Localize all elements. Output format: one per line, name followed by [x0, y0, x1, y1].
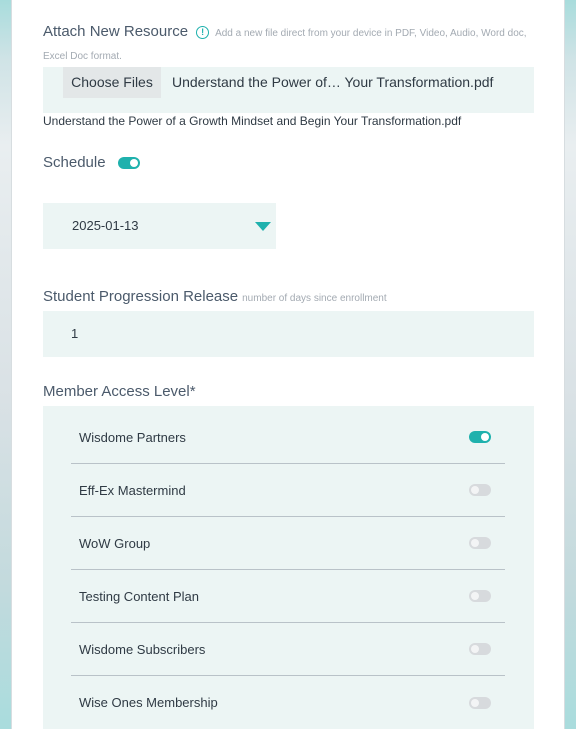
selected-file-name: Understand the Power of… Your Transformation.pdf	[172, 74, 494, 90]
access-item	[71, 623, 505, 676]
info-icon[interactable]: !	[196, 26, 209, 39]
access-item-name: Wise Ones Membership	[79, 695, 218, 710]
progression-days-value: 1	[71, 326, 79, 341]
schedule-date-select[interactable]	[43, 203, 276, 249]
access-item-name: Eff-Ex Mastermind	[79, 482, 186, 498]
file-input-field[interactable]	[43, 67, 534, 113]
progression-days-input[interactable]	[43, 311, 534, 357]
access-item	[71, 517, 505, 570]
access-item-toggle[interactable]	[469, 431, 491, 443]
progression-label: Student Progression Release	[43, 288, 239, 305]
schedule-label: Schedule	[43, 154, 106, 171]
member-access-list-box	[43, 406, 534, 729]
access-item	[71, 570, 505, 623]
access-item-toggle[interactable]	[469, 697, 491, 709]
attach-resource-header	[43, 21, 534, 67]
access-item	[71, 676, 505, 729]
access-item-name: Testing Content Plan	[79, 588, 199, 604]
background-right	[564, 0, 576, 729]
schedule-toggle[interactable]	[118, 157, 140, 169]
access-item-toggle[interactable]	[469, 643, 491, 655]
access-item-name: WoW Group	[79, 535, 151, 551]
resource-form-panel	[11, 0, 565, 729]
access-item	[71, 464, 505, 517]
progression-hint: number of days since enrollment	[242, 293, 387, 304]
schedule-date-value: 2025-01-13	[72, 218, 139, 233]
attach-resource-title: Attach New Resource	[43, 23, 189, 40]
attach-resource-hint: Add a new file direct from your device in PDF, Video, Audio, Word doc, Excel Doc format.	[43, 28, 527, 62]
member-access-list	[71, 411, 505, 729]
selected-file-full-name: Understand the Power of a Growth Mindset and Begin Your Transformation.pdf	[43, 114, 462, 128]
member-access-label: Member Access Level*	[43, 383, 196, 400]
access-item	[71, 411, 505, 464]
access-item-name: Wisdome Subscribers	[79, 641, 206, 657]
schedule-row	[43, 154, 140, 171]
progression-header	[43, 287, 387, 308]
access-item-toggle[interactable]	[469, 537, 491, 549]
caret-down-icon[interactable]	[255, 222, 271, 231]
access-item-toggle[interactable]	[469, 590, 491, 602]
access-item-name: Wisdome Partners	[79, 429, 186, 445]
choose-files-button[interactable]: Choose Files	[63, 67, 161, 98]
access-item-toggle[interactable]	[469, 484, 491, 496]
